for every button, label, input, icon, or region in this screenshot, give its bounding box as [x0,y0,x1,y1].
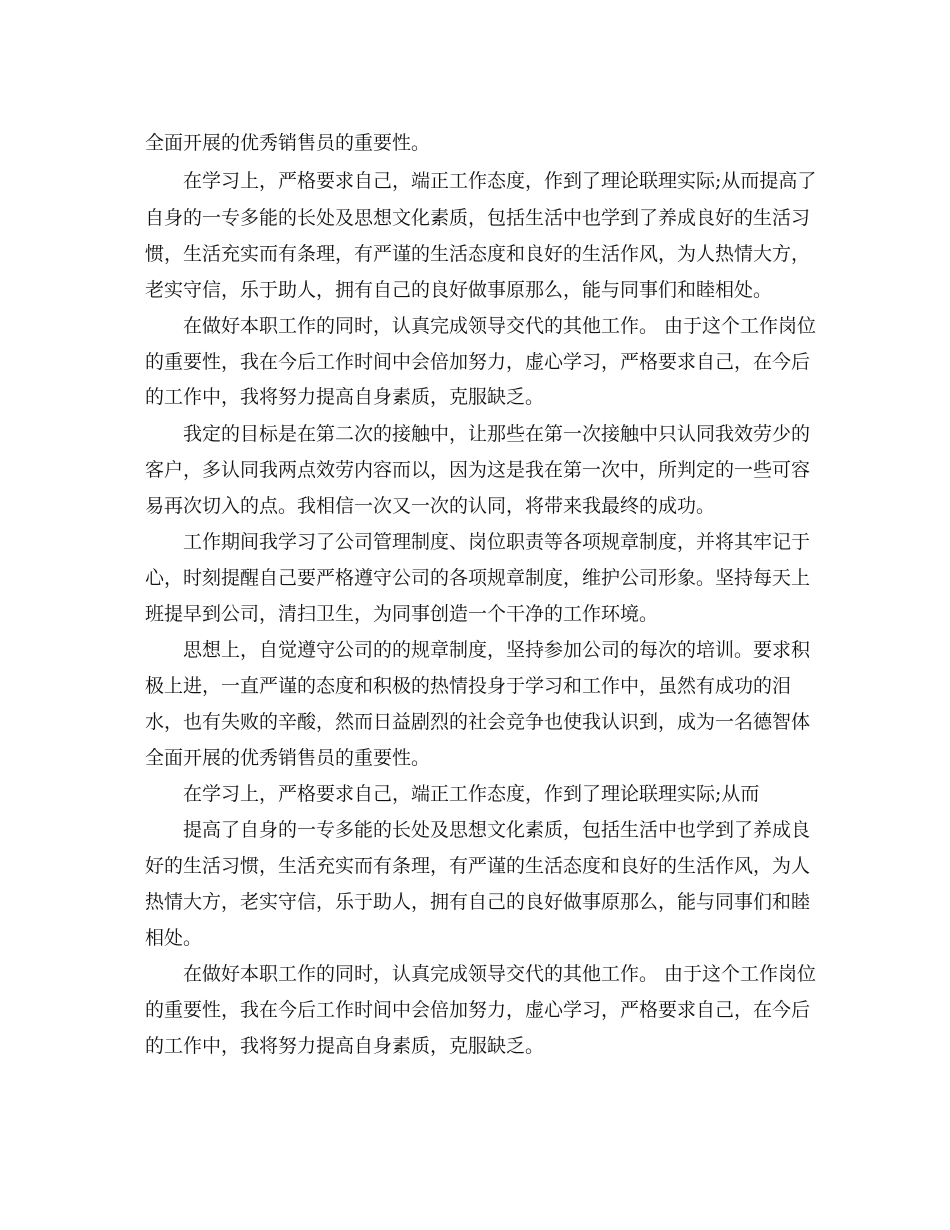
text-line: 热情大方，老实守信，乐于助人，拥有自己的良好做事原那么，能与同事们和睦 [145,891,811,913]
text-line: 的工作中，我将努力提高自身素质，克服缺乏。 [145,1035,545,1057]
text-line: 自身的一专多能的长处及思想文化素质，包括生活中也学到了养成良好的生活习 [145,207,811,229]
text-line: 我定的目标是在第二次的接触中，让那些在第一次接触中只认同我效劳少的 [183,423,811,445]
text-line: 的重要性，我在今后工作时间中会倍加努力，虚心学习，严格要求自己，在今后 [145,351,811,373]
text-line: 全面开展的优秀销售员的重要性。 [145,747,431,769]
text-line: 老实守信，乐于助人，拥有自己的良好做事原那么，能与同事们和睦相处。 [145,279,773,301]
text-line: 在学习上，严格要求自己，端正工作态度，作到了理论联理实际;从而提高了 [183,170,817,192]
text-line: 思想上，自觉遵守公司的的规章制度，坚持参加公司的每次的培训。要求积 [183,639,811,661]
text-line: 水，也有失败的辛酸，然而日益剧烈的社会竞争也使我认识到，成为一名德智体 [145,711,811,733]
text-line: 工作期间我学习了公司管理制度、岗位职责等各项规章制度，并将其牢记于 [183,531,811,553]
text-line: 易再次切入的点。我相信一次又一次的认同，将带来我最终的成功。 [145,495,716,517]
text-line: 惯，生活充实而有条理，有严谨的生活态度和良好的生活作风，为人热情大方， [145,243,811,265]
text-line: 的工作中，我将努力提高自身素质，克服缺乏。 [145,386,545,408]
text-line: 的重要性，我在今后工作时间中会倍加努力，虚心学习，严格要求自己，在今后 [145,999,811,1021]
text-line: 客户，多认同我两点效劳内容而以，因为这是我在第一次中，所判定的一些可容 [145,459,811,481]
text-line: 好的生活习惯，生活充实而有条理，有严谨的生活态度和良好的生活作风，为人 [145,855,811,877]
text-line: 极上进，一直严谨的态度和积极的热情投身于学习和工作中，虽然有成功的泪 [145,675,792,697]
text-line: 心，时刻提醒自己要严格遵守公司的各项规章制度，维护公司形象。坚持每天上 [145,567,811,589]
text-line: 在做好本职工作的同时，认真完成领导交代的其他工作。 由于这个工作岗位 [183,315,817,337]
text-line: 在学习上，严格要求自己，端正工作态度，作到了理论联理实际;从而 [183,783,760,805]
text-line: 班提早到公司，清扫卫生，为同事创造一个干净的工作环境。 [145,603,659,625]
text-line: 在做好本职工作的同时，认真完成领导交代的其他工作。 由于这个工作岗位 [183,963,817,985]
text-line: 提高了自身的一专多能的长处及思想文化素质，包括生活中也学到了养成良 [183,819,811,841]
text-line: 相处。 [145,927,203,949]
text-line: 全面开展的优秀销售员的重要性。 [145,132,431,154]
